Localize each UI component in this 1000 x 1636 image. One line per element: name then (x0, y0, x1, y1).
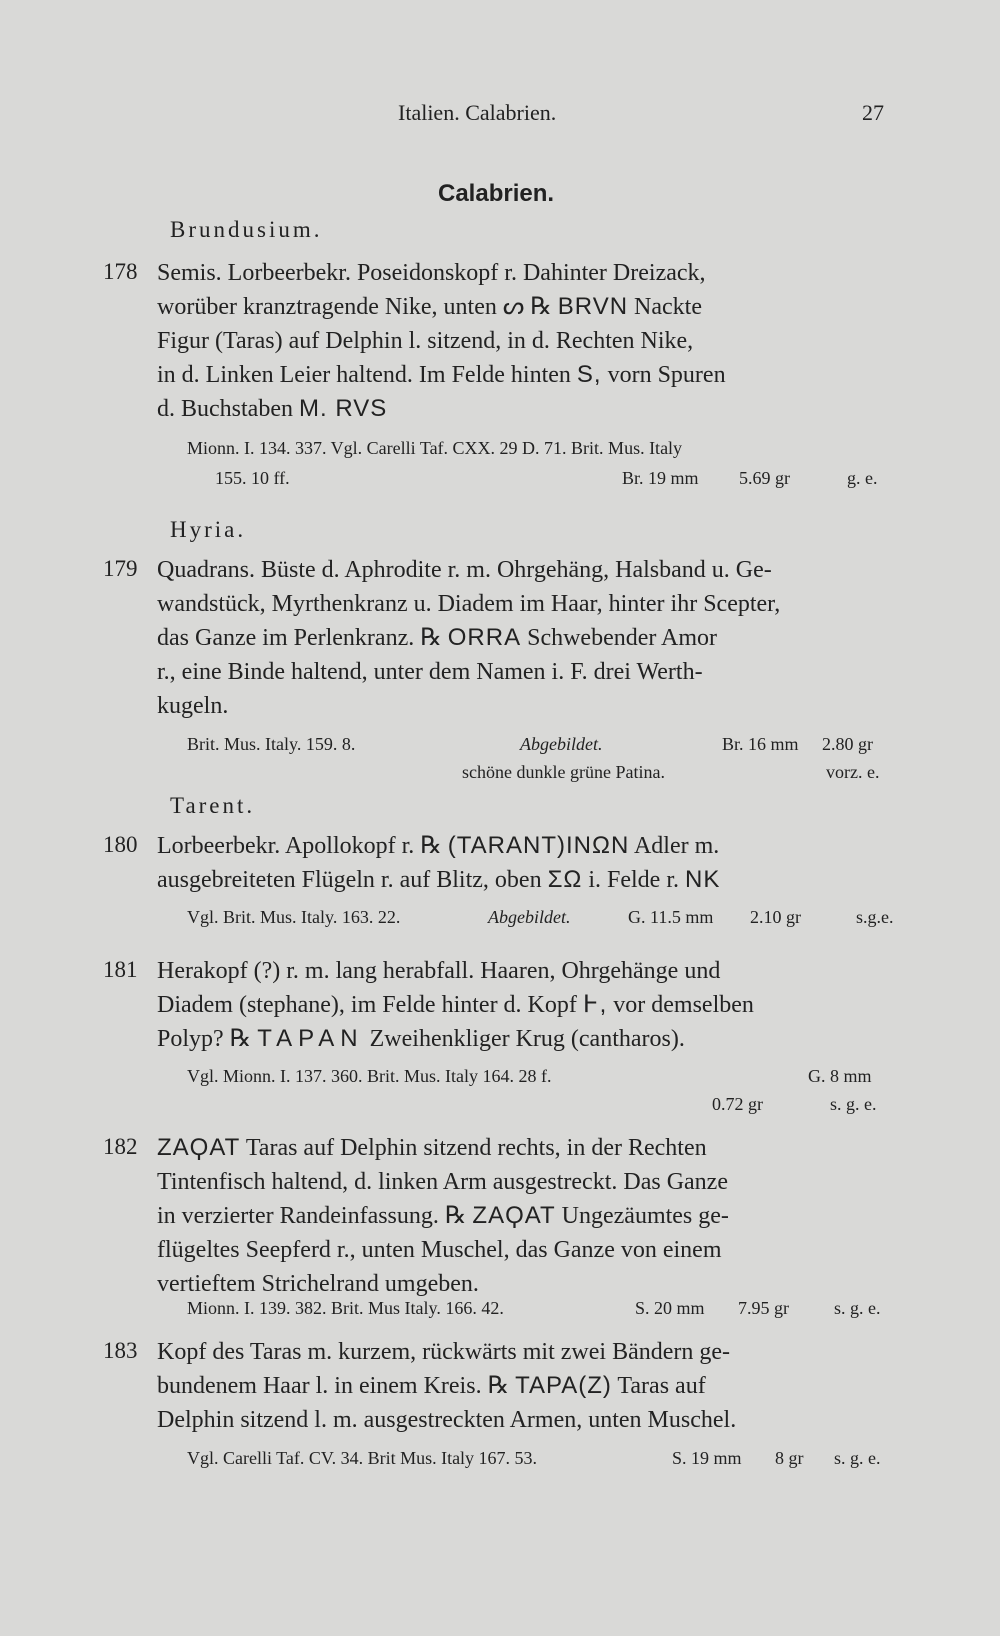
coin-weight: 8 gr (775, 1448, 804, 1468)
entry-text-line (157, 358, 892, 392)
text-segment: vorn Spuren (607, 362, 726, 388)
reference-text: Vgl. Mionn. I. 137. 360. Brit. Mus. Italy 164. 28 f. (187, 1066, 552, 1086)
entry-text-line (157, 392, 892, 426)
entry-text-line (157, 988, 892, 1022)
entry-number: 179 (103, 556, 138, 581)
coin-legend: (TARANT)INΩN (447, 832, 630, 859)
field-letter: Ͱ, (582, 991, 608, 1018)
reverse-sign: ℞ (420, 625, 442, 651)
coin-condition: s. g. e. (834, 1448, 881, 1468)
text-segment: Polyp? (157, 1026, 224, 1052)
entry-text-line (157, 863, 892, 897)
reverse-sign: ℞ (530, 294, 552, 320)
entry-number: 180 (103, 832, 138, 857)
coin-legend: M. RVS (298, 395, 388, 422)
coin-condition: g. e. (847, 468, 878, 488)
entry-text-line: Semis. Lorbeerbekr. Poseidonskopf r. Dahinter Dreizack, (157, 260, 706, 286)
coin-size: Br. 16 mm (722, 734, 799, 754)
text-segment: Nackte (634, 294, 702, 320)
coin-weight: 7.95 gr (738, 1298, 789, 1318)
coin-size: G. 11.5 mm (628, 907, 714, 927)
text-segment: Taras auf Delphin sitzend rechts, in der Rechten (245, 1135, 707, 1161)
entry-number: 183 (103, 1338, 138, 1363)
text-segment: in d. Linken Leier haltend. Im Felde hinten (157, 362, 571, 388)
text-segment: i. Felde r. (588, 867, 679, 893)
place-heading-brundusium: Brundusium. (170, 217, 323, 242)
coin-legend: ZAϘAT (157, 1134, 241, 1161)
entry-text-line: wandstück, Myrthenkranz u. Diadem im Haar, hinter ihr Scepter, (157, 591, 781, 617)
place-heading-tarent: Tarent. (170, 793, 256, 818)
reference-text: Brit. Mus. Italy. 159. 8. (187, 734, 356, 754)
reference-text: Vgl. Brit. Mus. Italy. 163. 22. (187, 907, 401, 927)
text-segment: ausgebreiteten Flügeln r. auf Blitz, oben (157, 867, 542, 893)
coin-condition: s.g.e. (856, 907, 894, 927)
entry-number: 181 (103, 957, 138, 982)
reference-text: 155. 10 ff. (215, 468, 290, 488)
text-segment: Ungezäumtes ge- (561, 1203, 729, 1229)
running-head: Italien. Calabrien. (398, 100, 557, 125)
entry-text-line (157, 1369, 892, 1403)
coin-legend: ΣΩ (547, 866, 583, 893)
reference-text: Vgl. Carelli Taf. CV. 34. Brit Mus. Italy 167. 53. (187, 1448, 538, 1468)
entry-text-line: Quadrans. Büste d. Aphrodite r. m. Ohrgehäng, Halsband u. Ge- (157, 557, 772, 583)
text-segment: Adler m. (633, 833, 720, 859)
coin-legend: TAPAN (257, 1025, 364, 1052)
text-segment: Lorbeerbekr. Apollokopf r. (157, 833, 415, 859)
place-heading-hyria: Hyria. (170, 517, 247, 542)
coin-condition: s. g. e. (834, 1298, 881, 1318)
coin-weight: 2.80 gr (822, 734, 873, 754)
text-segment: Taras auf (617, 1373, 706, 1399)
entry-text-line (157, 1022, 892, 1056)
entry-text-line: r., eine Binde haltend, unter dem Namen i. F. drei Werth- (157, 659, 703, 685)
entry-text-line: vertieftem Strichelrand umgeben. (157, 1271, 479, 1297)
entry-text-line: Figur (Taras) auf Delphin l. sitzend, in d. Rechten Nike, (157, 328, 694, 354)
coin-size: G. 8 mm (808, 1066, 872, 1086)
coin-condition: vorz. e. (826, 762, 880, 782)
entry-text-line: flügeltes Seepferd r., unten Muschel, das Ganze von einem (157, 1237, 722, 1263)
entry-text-line (157, 1199, 892, 1233)
reverse-sign: ℞ (420, 833, 442, 859)
illustrated-note: Abgebildet. (488, 907, 571, 927)
text-segment: in verzierter Randeinfassung. (157, 1203, 439, 1229)
entry-number: 182 (103, 1134, 138, 1159)
text-segment: das Ganze im Perlenkranz. (157, 625, 415, 651)
coin-size: S. 20 mm (635, 1298, 705, 1318)
entry-text-line: Delphin sitzend l. m. ausgestreckten Armen, unten Muschel. (157, 1407, 737, 1433)
reference-line: Mionn. I. 134. 337. Vgl. Carelli Taf. CXX. 29 D. 71. Brit. Mus. Italy (187, 438, 683, 458)
coin-legend: BRVN (557, 293, 629, 320)
reverse-sign: ℞ (487, 1373, 510, 1399)
entry-text-line (157, 1131, 892, 1165)
illustrated-note: Abgebildet. (520, 734, 603, 754)
reverse-sign: ℞ (444, 1203, 467, 1229)
coin-condition: s. g. e. (830, 1094, 877, 1114)
reference-text: Mionn. I. 139. 382. Brit. Mus Italy. 166. 42. (187, 1298, 504, 1318)
text-segment: d. Buchstaben (157, 396, 293, 422)
text-segment: bundenem Haar l. in einem Kreis. (157, 1373, 482, 1399)
monogram-symbol: ᔕ (502, 293, 525, 320)
patina-note: schöne dunkle grüne Patina. (462, 762, 665, 782)
text-segment: worüber kranztragende Nike, unten (157, 294, 497, 320)
coin-weight: 5.69 gr (739, 468, 790, 488)
entry-text-line: Herakopf (?) r. m. lang herabfall. Haaren, Ohrgehänge und (157, 958, 721, 984)
reverse-sign: ℞ (229, 1026, 252, 1052)
entry-text-line (157, 290, 892, 324)
coin-weight: 2.10 gr (750, 907, 801, 927)
coin-legend: ZAϘAT (472, 1202, 556, 1229)
text-segment: vor demselben (613, 992, 754, 1018)
entry-text-line: kugeln. (157, 693, 229, 719)
entry-number: 178 (103, 259, 138, 284)
coin-size: Br. 19 mm (622, 468, 699, 488)
coin-legend: ORRA (447, 624, 522, 651)
field-letter: S, (576, 361, 602, 388)
section-title: Calabrien. (438, 180, 555, 207)
entry-text-line: Tintenfisch haltend, d. linken Arm ausgestreckt. Das Ganze (157, 1169, 728, 1195)
page-number: 27 (862, 100, 884, 125)
coin-legend: TAPA(Z) (515, 1372, 612, 1399)
text-segment: Diadem (stephane), im Felde hinter d. Kopf (157, 992, 577, 1018)
text-segment: Schwebender Amor (527, 625, 718, 651)
coin-weight: 0.72 gr (712, 1094, 763, 1114)
coin-size: S. 19 mm (672, 1448, 742, 1468)
text-segment: Zweihenkliger Krug (cantharos). (369, 1026, 685, 1052)
entry-text-line (157, 621, 892, 655)
entry-text-line: Kopf des Taras m. kurzem, rückwärts mit zwei Bändern ge- (157, 1339, 731, 1365)
entry-text-line (157, 829, 892, 863)
monogram-symbol: NK (685, 866, 721, 893)
